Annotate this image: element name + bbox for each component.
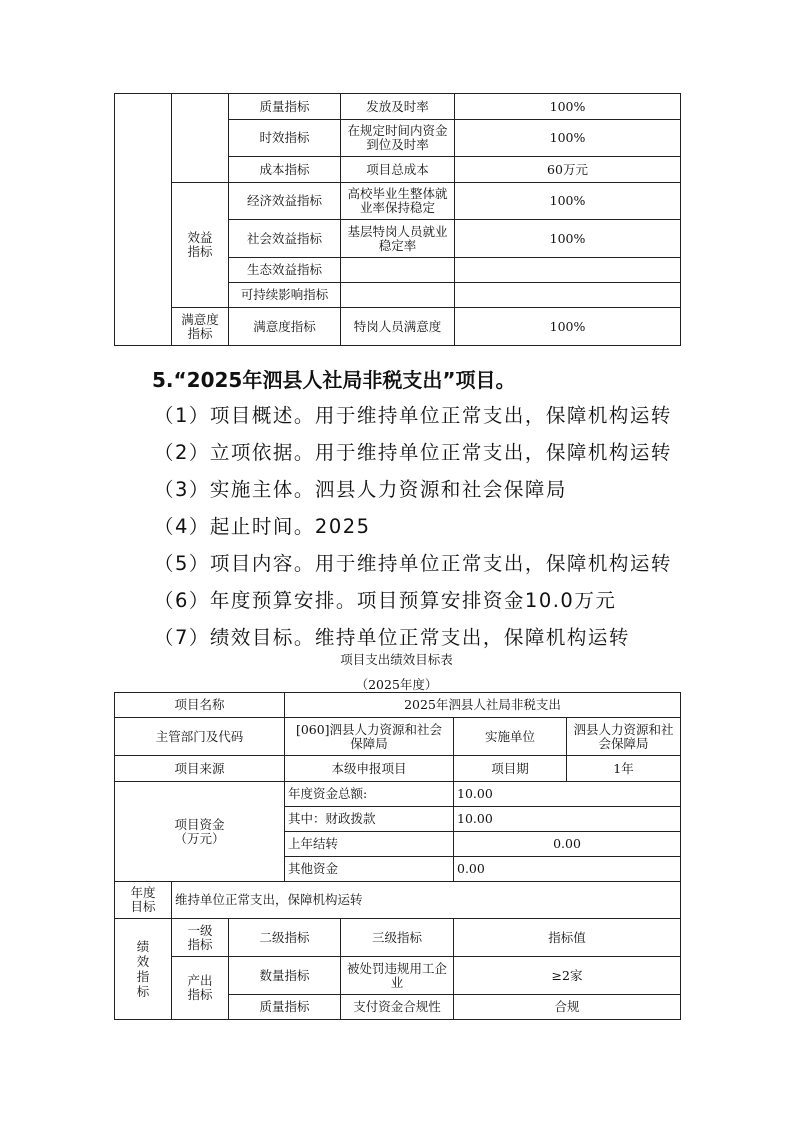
annual-goal-label-text: 年度目标 xyxy=(130,885,156,914)
top-row-l3-text: 在规定时间内资金到位及时率 xyxy=(347,123,448,152)
top-group-benefit xyxy=(171,182,229,308)
funds-item-value: 10.00 xyxy=(453,781,681,807)
top-row-l3 xyxy=(340,182,455,220)
section-line: （6）年度预算安排。项目预算安排资金10.0万元 xyxy=(154,589,617,612)
top-group-output xyxy=(171,93,229,183)
top-row-l2: 成本指标 xyxy=(228,156,341,183)
annual-goal-value: 维持单位正常支出，保障机构运转 xyxy=(171,881,681,919)
perf-row-l3-text: 被处罚违规用工企业 xyxy=(346,960,447,990)
dept-label: 主管部门及代码 xyxy=(114,717,285,756)
top-row-value: 100% xyxy=(454,93,681,120)
top-row-l3-text: 基层特岗人员就业稳定率 xyxy=(347,223,448,253)
top-row-value: 100% xyxy=(454,219,681,258)
period-label: 项目期 xyxy=(453,755,567,782)
perf-row-value: ≥2家 xyxy=(453,956,681,995)
perf-row-l2: 质量指标 xyxy=(228,994,341,1020)
top-row-l2: 社会效益指标 xyxy=(228,219,341,258)
perf-row-l3: 支付资金合规性 xyxy=(340,994,454,1020)
group-benefit-label: 效益指标 xyxy=(187,230,213,259)
perf-label xyxy=(114,918,172,1020)
top-row-l3: 发放及时率 xyxy=(340,93,455,120)
perf-row-l3 xyxy=(340,956,454,995)
output-label-text: 产出指标 xyxy=(187,973,213,1002)
top-row-value: 100% xyxy=(454,182,681,220)
top-row-l3 xyxy=(340,257,455,283)
top-row-l2: 生态效益指标 xyxy=(228,257,341,283)
top-row-value xyxy=(454,257,681,283)
project-name-value: 2025年泗县人社局非税支出 xyxy=(284,692,681,718)
output-label xyxy=(171,956,229,1020)
hdr-l2: 二级指标 xyxy=(228,918,341,957)
impl-value xyxy=(566,717,681,756)
section-heading: 5.“2025年泗县人社局非税支出”项目。 xyxy=(152,368,516,392)
table-subtitle: （2025年度） xyxy=(355,677,438,692)
top-row-value: 100% xyxy=(454,307,681,346)
top-row-value: 100% xyxy=(454,119,681,157)
funds-label xyxy=(114,781,285,882)
hdr-l1 xyxy=(171,918,229,957)
funds-item-value: 0.00 xyxy=(453,831,681,857)
funds-item-label: 其他资金 xyxy=(284,856,454,882)
impl-label: 实施单位 xyxy=(453,717,567,756)
top-row-l3-text: 高校毕业生整体就业率保持稳定 xyxy=(347,186,448,215)
source-label: 项目来源 xyxy=(114,755,285,782)
dept-value xyxy=(284,717,454,756)
top-row-l3: 特岗人员满意度 xyxy=(340,307,455,346)
section-line: （1）项目概述。用于维持单位正常支出，保障机构运转 xyxy=(154,404,672,427)
impl-value-text: 泗县人力资源和社会保障局 xyxy=(573,721,674,751)
funds-item-label: 年度资金总额: xyxy=(284,781,454,807)
hdr-l1-text: 一级指标 xyxy=(187,922,213,952)
top-group-satisfaction xyxy=(171,307,229,346)
top-row-l2: 可持续影响指标 xyxy=(228,282,341,308)
perf-row-value: 合规 xyxy=(453,994,681,1020)
section-line: （3）实施主体。泗县人力资源和社会保障局 xyxy=(154,478,567,501)
section-line: （7）绩效目标。维持单位正常支出，保障机构运转 xyxy=(154,626,630,649)
top-row-l3 xyxy=(340,219,455,258)
source-value: 本级申报项目 xyxy=(284,755,454,782)
annual-goal-label xyxy=(114,881,172,919)
top-col-first xyxy=(114,93,172,346)
top-row-l3 xyxy=(340,282,455,308)
section-line: （5）项目内容。用于维持单位正常支出，保障机构运转 xyxy=(154,552,672,575)
top-row-value xyxy=(454,282,681,308)
funds-item-label: 其中：财政拨款 xyxy=(284,806,454,832)
top-row-l2: 满意度指标 xyxy=(228,307,341,346)
hdr-value: 指标值 xyxy=(453,918,681,957)
section-line: （2）立项依据。用于维持单位正常支出，保障机构运转 xyxy=(154,441,672,464)
perf-label-text: 绩效指标 xyxy=(136,939,150,999)
funds-item-value: 0.00 xyxy=(453,856,681,882)
top-row-l2: 时效指标 xyxy=(228,119,341,157)
period-value: 1年 xyxy=(566,755,681,782)
top-row-l3: 项目总成本 xyxy=(340,156,455,183)
section-line: （4）起止时间。2025 xyxy=(154,515,371,538)
top-row-l2: 经济效益指标 xyxy=(228,182,341,220)
funds-item-label: 上年结转 xyxy=(284,831,454,857)
funds-item-value: 10.00 xyxy=(453,806,681,832)
dept-value-text: [060]泗县人力资源和社会保障局 xyxy=(295,721,443,751)
top-row-value: 60万元 xyxy=(454,156,681,183)
project-name-label: 项目名称 xyxy=(114,692,285,718)
top-row-l3 xyxy=(340,119,455,157)
top-row-l2: 质量指标 xyxy=(228,93,341,120)
funds-label-text: 项目资金（万元） xyxy=(174,816,225,846)
table-title: 项目支出绩效目标表 xyxy=(340,652,453,667)
perf-row-l2: 数量指标 xyxy=(228,956,341,995)
hdr-l3: 三级指标 xyxy=(340,918,454,957)
group-satisfaction-label: 满意度指标 xyxy=(181,311,219,341)
